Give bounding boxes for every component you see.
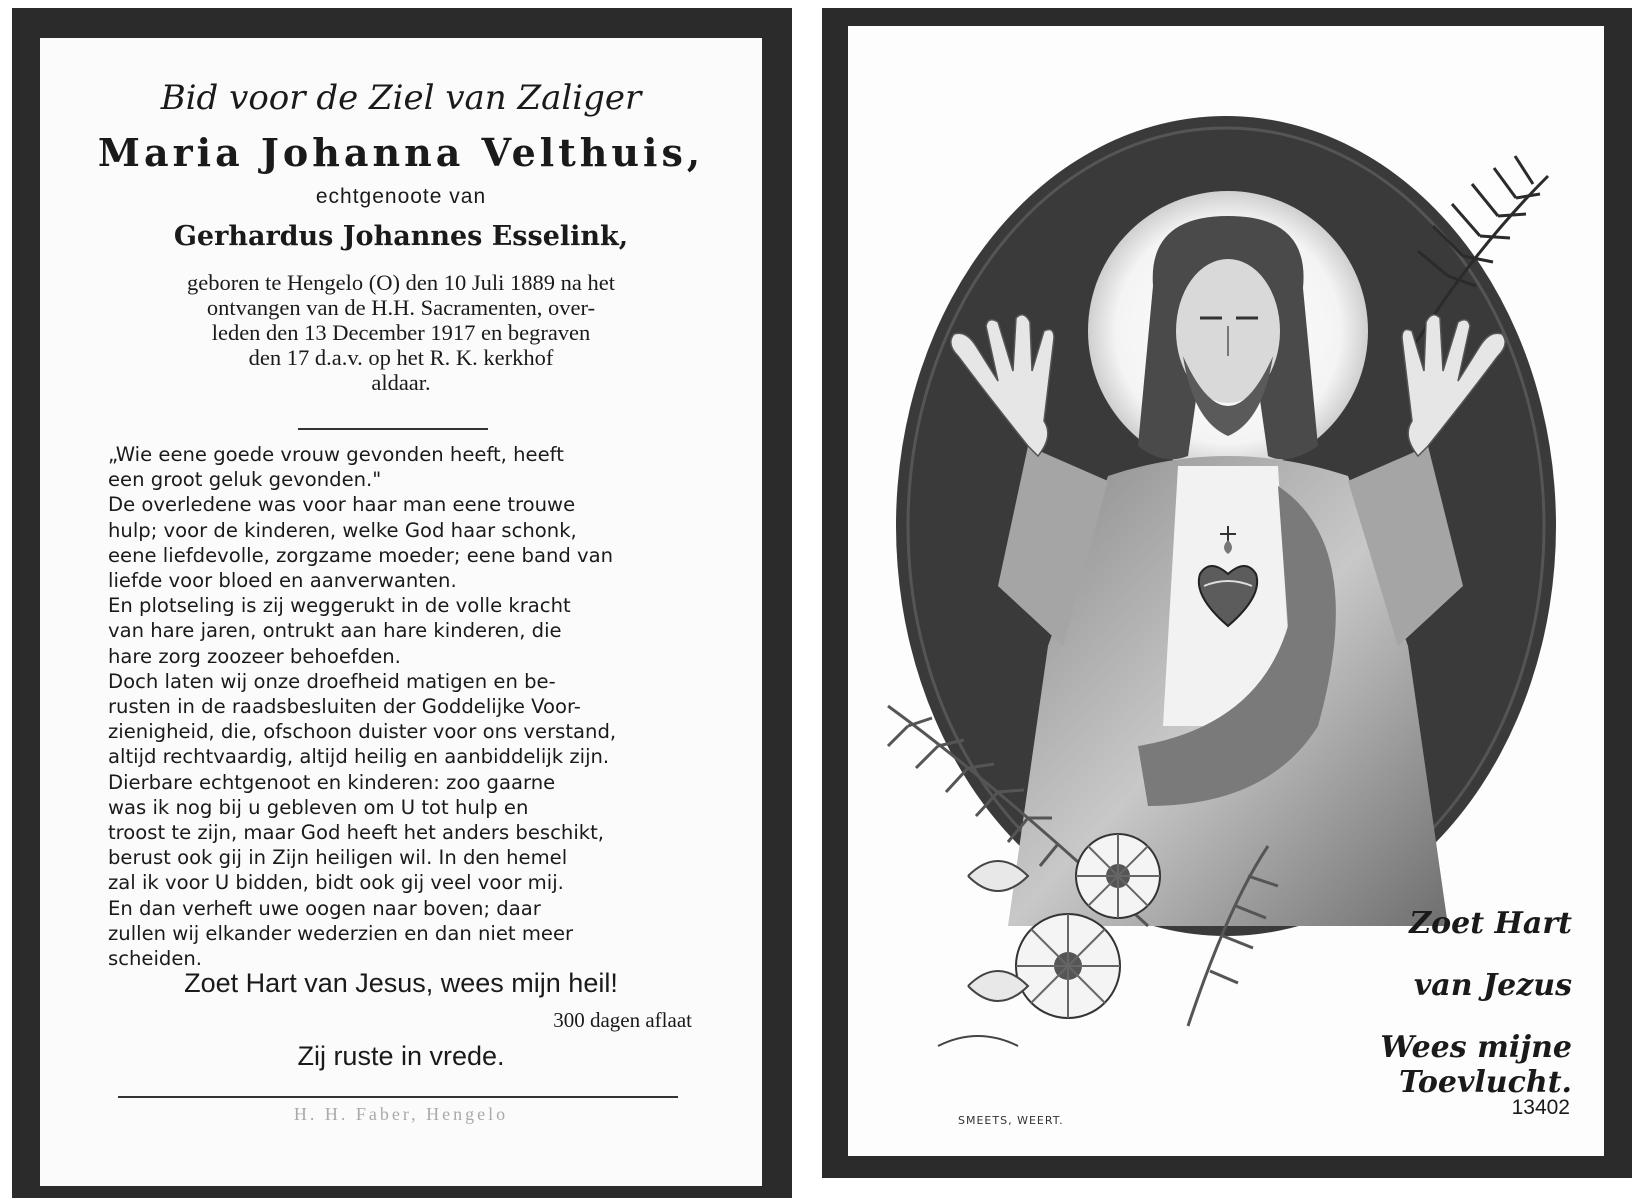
printer-imprint: H. H. Faber, Hengelo [293,1104,509,1124]
prayer-line: Zoet Hart van Jesus, wees mijn heil! [184,968,618,998]
bio-line: den 17 d.a.v. op het R. K. kerkhof [248,345,554,370]
verse-line: hulp; voor de kinderen, welke God haar schonk, [108,518,577,542]
caption-line: Wees mijne Toevlucht. [1380,1030,1572,1100]
memorial-text [108,442,718,971]
card-number: 13402 [1511,1096,1570,1119]
bio-line: aldaar. [371,370,431,395]
verse-line: altijd rechtvaardig, altijd heilig en aanbiddelijk zijn. [108,745,610,769]
divider [298,428,488,430]
verse-line: troost te zijn, maar God heeft het anders beschikt, [108,821,605,845]
verse-line: berust ook gij in Zijn heiligen wil. In den hemel [108,846,568,870]
indulgence-note: 300 dagen aflaat [553,1008,692,1032]
caption-line: Zoet Hart [1409,906,1572,941]
spouse-label: echtgenoote van [315,185,487,208]
memorial-card-image [822,8,1632,1178]
verse-line: zullen wij elkander wederzien en dan niet meer [108,921,574,945]
bio-line: leden den 13 December 1917 en begraven [211,320,591,345]
verse-line: zienigheid, die, ofschoon duister voor ons verstand, [108,720,617,744]
caption-line: van Jezus [1413,968,1572,1003]
verse-line: eene liefdevolle, zorgzame moeder; eene band van [108,543,614,567]
spouse-name: Gerhardus Johannes Esselink, [173,221,629,252]
card-paper [40,38,762,1186]
card-heading: Bid voor de Ziel van Zaliger [160,78,642,118]
verse-line: Dierbare echtgenoot en kinderen: zoo gaarne [108,770,556,794]
verse-line: zal ik voor U bidden, bidt ook gij veel voor mij. [108,871,564,895]
bio-line: ontvangen van de H.H. Sacramenten, over- [206,295,596,320]
verse-line: „Wie eene goede vrouw gevonden heeft, heeft [108,443,564,466]
verse-line: scheiden. [108,947,203,971]
bio-line: geboren te Hengelo (O) den 10 Juli 1889 na het [186,270,615,295]
verse-line: En dan verheft uwe oogen naar boven; daar [108,896,541,920]
image-paper [848,26,1604,1156]
publisher-imprint: SMEETS, WEERT. [958,1114,1064,1127]
verse-line: Doch laten wij onze droefheid matigen en be- [108,669,556,693]
verse-line: van hare jaren, ontrukt aan hare kinderen, die [108,619,562,643]
rest-in-peace: Zij ruste in vrede. [297,1041,505,1071]
verse-line: rusten in de raadsbesluiten der Goddelijke Voor- [108,695,581,719]
deceased-name: Maria Johanna Velthuis, [97,130,705,175]
verse-line: De overledene was voor haar man eene trouwe [108,493,576,517]
verse-line: En plotseling is zij weggerukt in de volle kracht [108,594,571,618]
verse-line: liefde voor bloed en aanverwanten. [108,569,457,593]
verse-line: was ik nog bij u gebleven om U tot hulp en [108,795,529,819]
verse-line: hare zorg zoozeer behoefden. [108,644,401,668]
verse-line: een groot geluk gevonden." [108,468,382,492]
biography [40,270,762,395]
memorial-card-text [12,8,792,1198]
bottom-divider [118,1096,678,1098]
